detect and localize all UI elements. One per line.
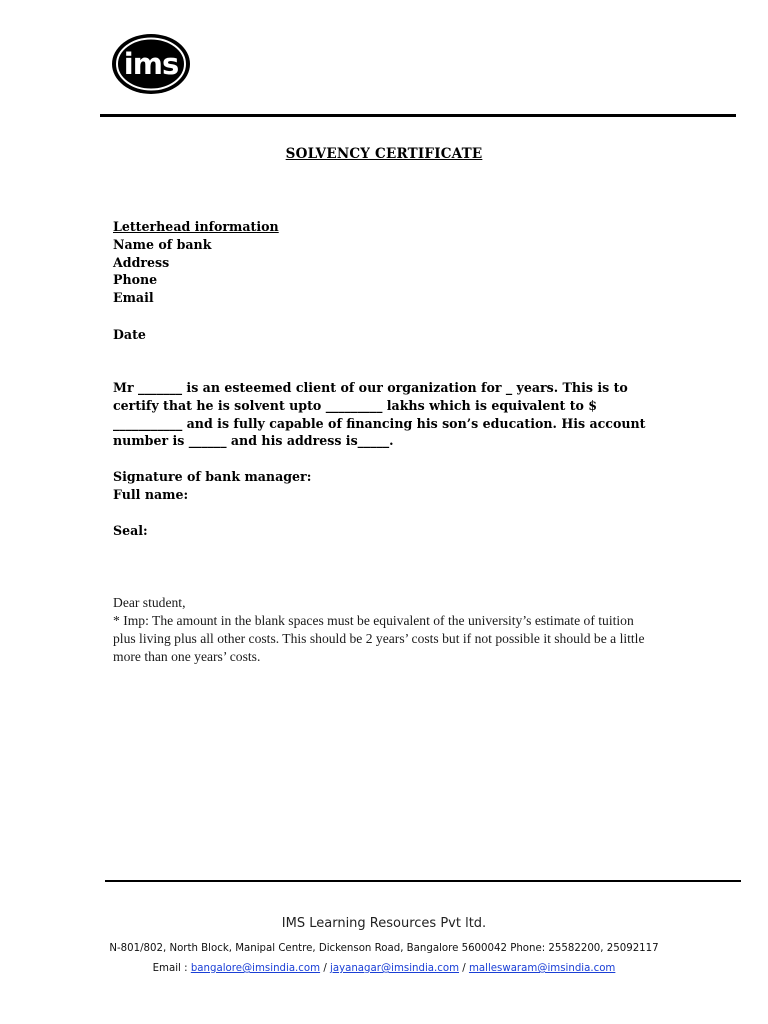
ims-logo [111, 33, 191, 95]
signature-block [113, 468, 658, 504]
footer-rule [105, 880, 741, 882]
certificate-paragraph: Mr _______ is an esteemed client of our organization for _ years. This is to certify that he is solvent upto _________ lakhs which is equivalent to $ ___________ and is fully capable of financing his son’s education. His account number is ______ and his address is_____. [113, 380, 646, 449]
footer-company-name: IMS Learning Resources Pvt ltd. [281, 916, 487, 931]
signature-full-name-label: Full name: [113, 486, 189, 502]
footer-email-line [0, 963, 768, 974]
letterhead-phone: Phone [113, 272, 158, 288]
note-greeting: Dear student, [113, 595, 186, 610]
letterhead-heading: Letterhead information [113, 219, 279, 234]
footer-email-link-bangalore[interactable]: bangalore@imsindia.com [190, 963, 321, 974]
footer-email-link-jayanagar[interactable]: jayanagar@imsindia.com [330, 963, 460, 974]
letterhead-block [113, 218, 658, 307]
ims-logo-text: ims [123, 47, 179, 81]
footer-email-label: Email : [152, 963, 188, 974]
footer-email-separator: / [323, 963, 327, 974]
date-label: Date [113, 327, 146, 342]
note-body: * Imp: The amount in the blank spaces must be equivalent of the university’s estimate of tuition plus living plus all other costs. This should be 2 years’ costs but if not possible it should be a little more than one years’ costs. [113, 613, 645, 664]
document-title: SOLVENCY CERTIFICATE [285, 146, 483, 162]
letterhead-bank-name: Name of bank [113, 236, 212, 252]
seal-label: Seal: [113, 523, 148, 538]
letterhead-address: Address [113, 254, 170, 270]
footer-address: N-801/802, North Block, Manipal Centre, Dickenson Road, Bangalore 5600042 Phone: 25582200, 25092117 [109, 943, 659, 954]
letterhead-email: Email [113, 290, 154, 306]
signature-manager-label: Signature of bank manager: [113, 469, 312, 484]
student-note [113, 594, 653, 666]
footer-email-separator: / [462, 963, 466, 974]
footer-email-link-malleswaram[interactable]: malleswaram@imsindia.com [468, 963, 616, 974]
header-rule [100, 114, 736, 117]
